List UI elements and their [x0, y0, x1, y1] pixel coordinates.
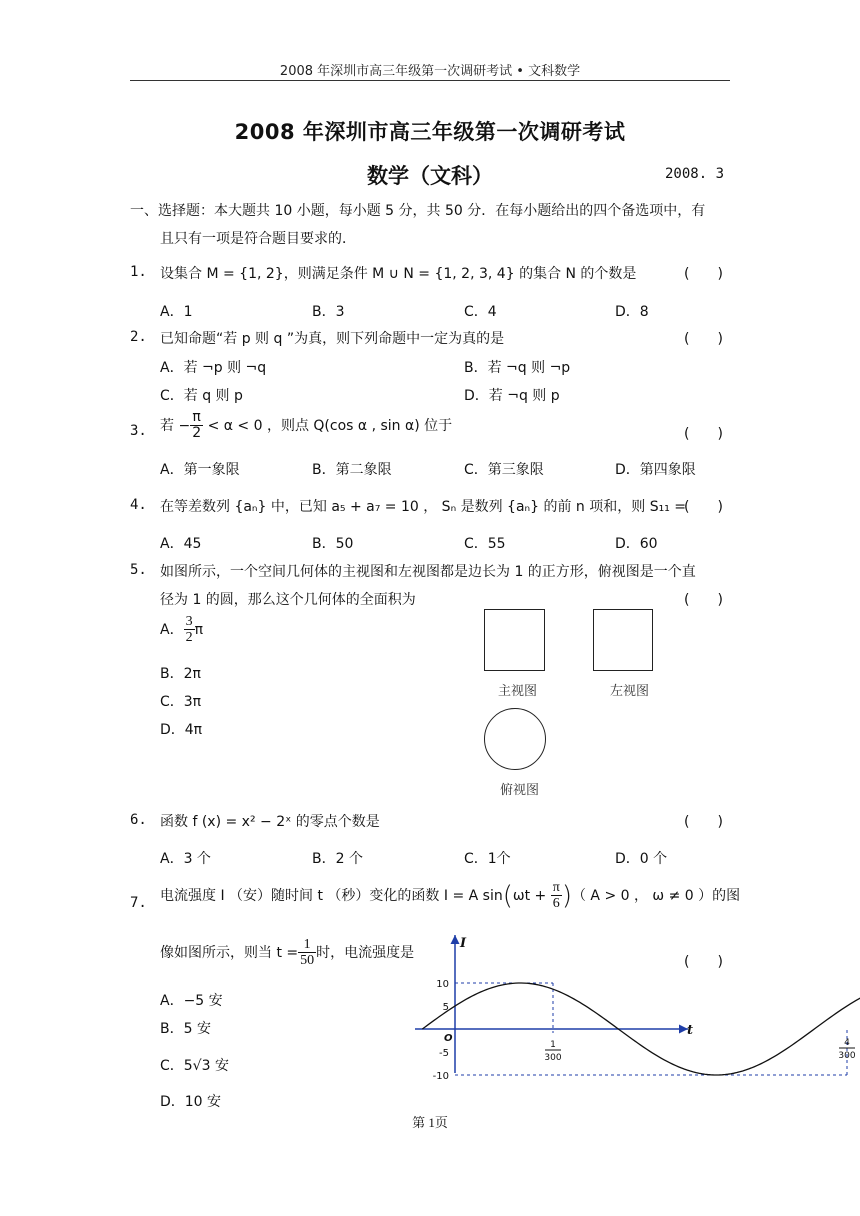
- q4-answer-paren: ( ): [684, 499, 723, 515]
- q7-line2-denominator: 50: [300, 953, 315, 969]
- q5-option-a-suffix: π: [194, 621, 204, 638]
- q2-option-c: C．若 q 则 p: [160, 388, 243, 404]
- y-tick-label: 10: [436, 979, 449, 990]
- exam-title: 2008 年深圳市高三年级第一次调研考试: [234, 120, 626, 144]
- q2-option-d: D．若 ¬q 则 p: [464, 388, 560, 404]
- q6-answer-paren: ( ): [684, 814, 723, 830]
- q6-option-b: B．2 个: [312, 851, 363, 867]
- origin-label: O: [444, 1033, 453, 1044]
- q5-option-a-fraction: [184, 614, 195, 646]
- q7-left-paren: (: [502, 880, 513, 911]
- q7-line1-a: 电流强度 I （安）随时间 t （秒）变化的函数 I = A sin: [160, 887, 503, 904]
- page-header: 2008 年深圳市高三年级第一次调研考试 • 文科数学: [279, 64, 581, 79]
- q3-option-c: C．第三象限: [464, 462, 544, 478]
- exam-subtitle: 数学（文科）: [367, 164, 493, 188]
- q5-line2: 径为 1 的圆，那么这个几何体的全面积为: [160, 592, 416, 608]
- x-tick-1-300-numerator: 1: [550, 1040, 556, 1050]
- q3-option-a: A．第一象限: [160, 462, 240, 478]
- q3-option-b: B．第二象限: [312, 462, 392, 478]
- q7-line1-fraction: [551, 880, 562, 912]
- q7-line1-c: （ A > 0 ， ω ≠ 0 ）的图: [571, 887, 741, 904]
- q2-number: 2.: [130, 329, 147, 345]
- q3-stem: [160, 410, 452, 442]
- q4-option-c: C．55: [464, 536, 506, 552]
- q7-number: 7.: [130, 895, 147, 911]
- q1-option-c: C．4: [464, 304, 497, 320]
- q7-line1-denominator: 6: [552, 896, 560, 912]
- q5-number: 5.: [130, 562, 147, 578]
- q4-stem: 在等差数列 {aₙ} 中，已知 a₅ + a₇ = 10 ， Sₙ 是数列 {aₙ} 的前 n 项和，则 S₁₁ =: [160, 499, 686, 515]
- q7-line2-numerator: 1: [298, 937, 316, 953]
- q4-option-b: B．50: [312, 536, 354, 552]
- q7-line1-numerator: π: [552, 880, 560, 895]
- q7-line1-b: ωt +: [512, 887, 547, 904]
- header-rule: [130, 80, 730, 81]
- q1-number: 1.: [130, 264, 147, 280]
- q5-option-a-denominator: 2: [185, 630, 193, 646]
- q5-answer-paren: ( ): [684, 592, 723, 608]
- exam-date: 2008. 3: [665, 166, 725, 182]
- x-tick-4-300-denominator: 300: [838, 1051, 856, 1061]
- q3-answer-paren: ( ): [684, 426, 723, 442]
- q7-option-b: B．5 安: [160, 1021, 211, 1037]
- q1-option-a: A．1: [160, 304, 193, 320]
- q4-number: 4.: [130, 497, 147, 513]
- q4-option-a: A．45: [160, 536, 202, 552]
- q5-option-d: D．4π: [160, 722, 203, 738]
- q2-answer-paren: ( ): [684, 331, 723, 347]
- q1-option-b: B．3: [312, 304, 345, 320]
- q3-frac-denominator: 2: [192, 425, 202, 442]
- x-tick-4-300-numerator: 4: [844, 1038, 850, 1048]
- x-axis-label: t: [687, 1023, 694, 1038]
- q3-prefix: 若 −: [160, 417, 191, 434]
- q5-line1: 如图所示，一个空间几何体的主视图和左视图都是边长为 1 的正方形，俯视图是一个直: [160, 564, 696, 580]
- q5-option-c: C．3π: [160, 694, 202, 710]
- q6-option-c: C．1个: [464, 851, 511, 867]
- q4-option-d: D．60: [615, 536, 658, 552]
- q7-line2-b: 时，电流强度是: [316, 944, 415, 961]
- q3-option-d: D．第四象限: [615, 462, 696, 478]
- q3-number: 3.: [130, 423, 147, 439]
- q2-option-b: B．若 ¬q 则 ¬p: [464, 360, 571, 376]
- q3-frac-numerator: π: [190, 410, 203, 426]
- y-axis-label: I: [460, 936, 467, 951]
- top-view-caption: 俯视图: [500, 782, 540, 797]
- y-tick-label: -5: [439, 1048, 449, 1059]
- top-view-circle: [484, 708, 546, 770]
- q7-line2: [160, 937, 414, 969]
- front-view-square: [484, 609, 545, 671]
- q5-option-a-prefix: A．: [160, 621, 184, 638]
- q7-right-paren: ): [561, 880, 572, 911]
- section-intro-line1: 一、选择题：本大题共 10 小题，每小题 5 分，共 50 分．在每小题给出的四个备选项中，有: [130, 203, 706, 219]
- x-tick-1-300-denominator: 300: [544, 1053, 562, 1063]
- q7-line2-a: 像如图所示，则当 t =: [160, 944, 299, 961]
- q5-option-a-numerator: 3: [185, 614, 193, 629]
- q7-option-a: A．−5 安: [160, 993, 223, 1009]
- q2-option-a: A．若 ¬p 则 ¬q: [160, 360, 267, 376]
- q2-stem: 已知命题“若 p 则 q ”为真，则下列命题中一定为真的是: [160, 331, 505, 347]
- left-view-caption: 左视图: [610, 683, 650, 698]
- q5-option-a: [160, 614, 203, 646]
- q5-option-b: B．2π: [160, 666, 201, 682]
- q6-option-d: D．0 个: [615, 851, 668, 867]
- q7-line2-fraction: [298, 937, 316, 969]
- q6-number: 6.: [130, 812, 147, 828]
- left-view-square: [593, 609, 653, 671]
- y-tick-label: -10: [432, 1071, 449, 1082]
- page-footer: 第 1页: [412, 1115, 448, 1130]
- q1-stem: 设集合 M = {1, 2}，则满足条件 M ∪ N = {1, 2, 3, 4} 的集合 N 的个数是: [160, 266, 637, 282]
- q7-option-d: D．10 安: [160, 1094, 222, 1110]
- front-view-caption: 主视图: [498, 683, 538, 698]
- q7-line1: [160, 880, 740, 912]
- q3-suffix: < α < 0 ，则点 Q(cos α , sin α) 位于: [207, 417, 453, 434]
- q7-answer-paren: ( ): [684, 954, 723, 970]
- q3-fraction: [190, 410, 203, 442]
- y-tick-label: 5: [442, 1002, 449, 1013]
- q1-answer-paren: ( ): [684, 266, 723, 282]
- current-sine-graph: [410, 925, 856, 1082]
- q6-option-a: A．3 个: [160, 851, 211, 867]
- q7-option-c: C．5√3 安: [160, 1058, 229, 1074]
- section-intro-line2: 且只有一项是符合题目要求的．: [160, 231, 356, 247]
- q6-stem: 函数 f (x) = x² − 2ˣ 的零点个数是: [160, 814, 380, 830]
- q1-option-d: D．8: [615, 304, 649, 320]
